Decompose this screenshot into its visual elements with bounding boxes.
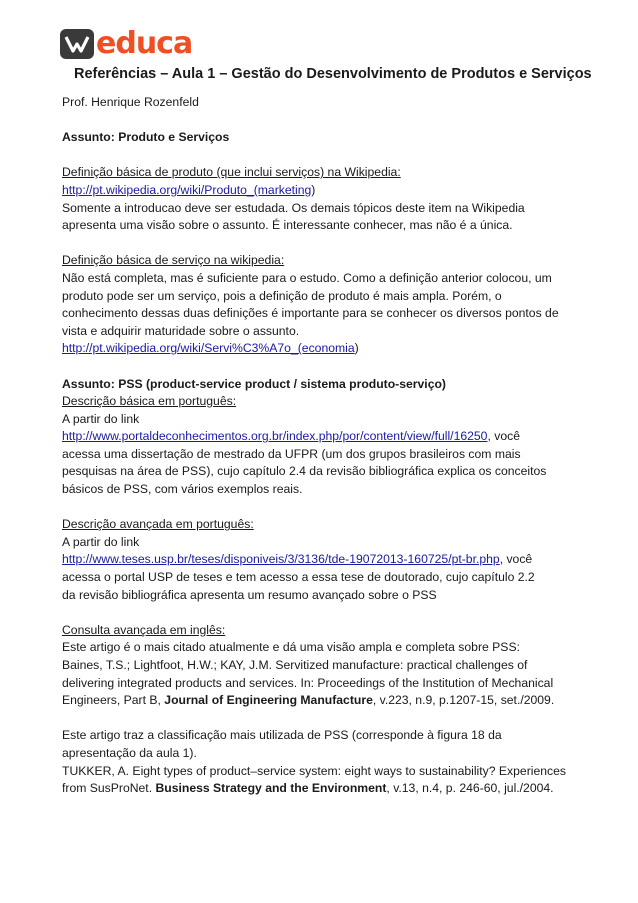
logo-text: educa [96, 26, 193, 61]
journal-name: Journal of Engineering Manufacture [164, 693, 373, 708]
author: Prof. Henrique Rozenfeld [62, 95, 199, 109]
paragraph-line: Este artigo traz a classificação mais utilizada de PSS (corresponde à figura 18 da [62, 728, 502, 743]
link-line: http://pt.wikipedia.org/wiki/Servi%C3%A7o_(economia) [62, 341, 359, 356]
paragraph-line: Este artigo é o mais citado atualmente e dá uma visão ampla e completa sobre PSS: [62, 640, 520, 655]
paragraph-line: Não está completa, mas é suficiente para o estudo. Como a definição anterior colocou, um [62, 270, 552, 285]
sub-label: Consulta avançada em inglês: [62, 622, 226, 637]
sub-label: Descrição avançada em português: [62, 517, 254, 532]
section-heading: Assunto: PSS (product-service product / sistema produto-serviço) [62, 376, 446, 391]
veduca-logo [60, 28, 192, 60]
paragraph-line: pesquisas na área de PSS), cujo capítulo 2.4 da revisão bibliográfica explica os conceitos [62, 464, 547, 479]
paragraph-line: básicos de PSS, com vários exemplos reais. [62, 482, 303, 497]
paragraph-line: Somente a introducao deve ser estudada. Os demais tópicos deste item na Wikipedia [62, 200, 525, 215]
journal-name: Business Strategy and the Environment [155, 781, 387, 796]
paragraph-line: vista e adquirir maturidade sobre o assunto. [62, 323, 300, 338]
paragraph-line: apresenta uma visão sobre o assunto. É interessante conhecer, mas não é a única. [62, 218, 513, 233]
paragraph-line: conhecimento dessas duas definições é importante para se conhecer os diversos pontos de [62, 306, 559, 321]
v-logo-icon [60, 29, 94, 59]
section-heading: Assunto: Produto e Serviços [62, 130, 230, 145]
wiki-service-link[interactable]: http://pt.wikipedia.org/wiki/Servi%C3%A7o_(economia [62, 341, 355, 356]
paragraph-line: Engineers, Part B, Journal of Engineering Manufacture, v.223, n.9, p.1207-15, set./2009. [62, 693, 555, 708]
wiki-product-link[interactable]: http://pt.wikipedia.org/wiki/Produto_(marketing [62, 182, 312, 197]
paragraph-line: delivering integrated products and services. In: Proceedings of the Institution of Mechanical [62, 675, 554, 690]
paragraph-line: produto pode ser um serviço, pois a definição de produto é mais ampla. Porém, o [62, 288, 502, 303]
link-line: http://pt.wikipedia.org/wiki/Produto_(marketing) [62, 182, 316, 197]
link-line: http://www.portaldeconhecimentos.org.br/index.php/por/content/view/full/16250, você [62, 429, 520, 444]
sub-label: Descrição básica em português: [62, 394, 237, 409]
page-title: Referências – Aula 1 – Gestão do Desenvolvimento de Produtos e Serviços [74, 66, 592, 82]
sub-label: Definição básica de produto (que inclui serviços) na Wikipedia: [62, 165, 401, 180]
paragraph-line: A partir do link [62, 411, 140, 426]
paragraph-line: TUKKER, A. Eight types of product–service system: eight ways to sustainability? Experiences [62, 763, 566, 778]
sub-label: Definição básica de serviço na wikipedia: [62, 253, 285, 268]
paragraph-line: acessa o portal USP de teses e tem acesso a essa tese de doutorado, cujo capítulo 2.2 [62, 570, 535, 585]
portal-link[interactable]: http://www.portaldeconhecimentos.org.br/index.php/por/content/view/full/16250 [62, 429, 488, 444]
usp-thesis-link[interactable]: http://www.teses.usp.br/teses/disponiveis/3/3136/tde-19072013-160725/pt-br.php [62, 552, 500, 567]
paragraph-line: from SusProNet. Business Strategy and the Environment, v.13, n.4, p. 246-60, jul./2004. [62, 781, 554, 796]
paragraph-line: da revisão bibliográfica apresenta um resumo avançado sobre o PSS [62, 587, 437, 602]
paragraph-line: apresentação da aula 1). [62, 745, 197, 760]
paragraph-line: Baines, T.S.; Lightfoot, H.W.; KAY, J.M. Servitized manufacture: practical challenges of [62, 658, 528, 672]
document-body [62, 94, 582, 798]
paragraph-line: A partir do link [62, 534, 140, 549]
link-line: http://www.teses.usp.br/teses/disponiveis/3/3136/tde-19072013-160725/pt-br.php, você [62, 552, 533, 567]
paragraph-line: acessa uma dissertação de mestrado da UFPR (um dos grupos brasileiros com mais [62, 446, 521, 461]
